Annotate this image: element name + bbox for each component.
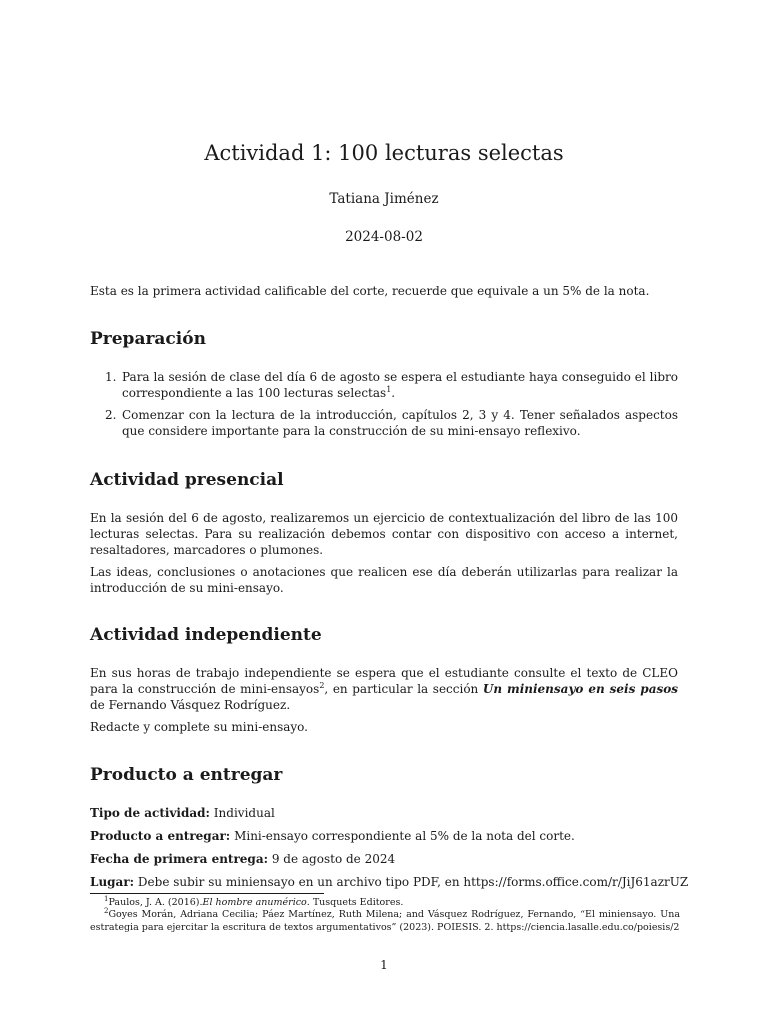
field-fecha-entrega: [90, 851, 690, 867]
footnote-text: Goyes Morán, Adriana Cecilia; Páez Martínez, Ruth Milena; and Vásquez Rodríguez, Fernando, “El miniensayo. Una estrategia para ejercitar la escritura de textos argumentativos” (2023). POIESIS. 2. https://ciencia.lasalle.edu.co/poiesis/2: [90, 909, 680, 933]
heading-preparacion: Preparación: [90, 329, 206, 349]
field-label: Fecha de primera entrega:: [90, 852, 269, 866]
preparacion-list: [90, 369, 678, 439]
list-item-text: Comenzar con la lectura de la introducción, capítulos 2, 3 y 4. Tener señalados aspectos que considere importante para la construcción de su mini-ensayo reflexivo.: [122, 408, 678, 438]
list-number: 1.: [105, 370, 117, 384]
footnote-mark: 1: [104, 894, 109, 903]
list-item-text: Para la sesión de clase del día 6 de agosto se espera el estudiante haya conseguido el libro correspondiente a las 100 lecturas selectas: [122, 370, 678, 400]
footnote-ref: 2: [319, 681, 325, 690]
field-label: Lugar:: [90, 875, 135, 889]
paragraph-text: En sus horas de trabajo independiente se espera que el estudiante consulte el texto de CLEO para la construcción de mini-ensayos: [90, 666, 678, 696]
document-title: Actividad 1: 100 lecturas selectas: [204, 141, 564, 165]
field-label: Tipo de actividad:: [90, 806, 210, 820]
field-value: Individual: [213, 806, 275, 820]
list-item-text-end: .: [391, 386, 396, 400]
document-author: Tatiana Jiménez: [329, 191, 439, 207]
footnote-book-title: El hombre anumérico: [202, 897, 307, 908]
footnote-ref: 1: [386, 385, 392, 394]
footnote-divider: [90, 893, 324, 894]
footnote-text: Paulos, J. A. (2016).: [108, 897, 203, 908]
independiente-paragraph-2: Redacte y complete su mini-ensayo.: [90, 720, 308, 734]
field-value: 9 de agosto de 2024: [271, 852, 396, 866]
field-tipo-actividad: [90, 805, 690, 821]
list-number: 2.: [105, 408, 117, 422]
footnote-2: [90, 908, 680, 934]
page-number: 1: [380, 958, 388, 972]
field-producto: [90, 828, 690, 844]
field-lugar: [90, 874, 690, 890]
heading-producto-a-entregar: Producto a entregar: [90, 765, 283, 785]
field-value: Mini-ensayo correspondiente al 5% de la nota del corte.: [234, 829, 575, 843]
footnote-mark: 2: [104, 906, 109, 915]
list-item: [90, 369, 678, 401]
independiente-paragraph-1: [90, 665, 678, 713]
document-date: 2024-08-02: [345, 229, 423, 245]
emphasized-section-title: Un miniensayo en seis pasos: [482, 682, 678, 696]
presencial-paragraph-2: Las ideas, conclusiones o anotaciones que realicen ese día deberán utilizarlas para realizar la introducción de su mini-ensayo.: [90, 565, 678, 595]
field-label: Producto a entregar:: [90, 829, 231, 843]
field-value: Debe subir su miniensayo en un archivo tipo PDF, en https://forms.office.com/r/JiJ61azrUZ: [137, 875, 689, 889]
heading-actividad-independiente: Actividad independiente: [90, 625, 322, 645]
intro-paragraph: Esta es la primera actividad calificable del corte, recuerde que equivale a un 5% de la nota.: [90, 284, 650, 298]
paragraph-text: de Fernando Vásquez Rodríguez.: [90, 698, 291, 712]
heading-actividad-presencial: Actividad presencial: [90, 470, 284, 490]
presencial-paragraph-1: En la sesión del 6 de agosto, realizaremos un ejercicio de contextualización del libro de las 100 lecturas selectas. Para su realización debemos contar con dispositivo con acceso a internet, resaltadores, marcadores o plumones.: [90, 511, 678, 557]
footnote-text-end: . Tusquets Editores.: [306, 897, 404, 908]
list-item: [90, 407, 678, 439]
paragraph-text: , en particular la sección: [324, 682, 483, 696]
